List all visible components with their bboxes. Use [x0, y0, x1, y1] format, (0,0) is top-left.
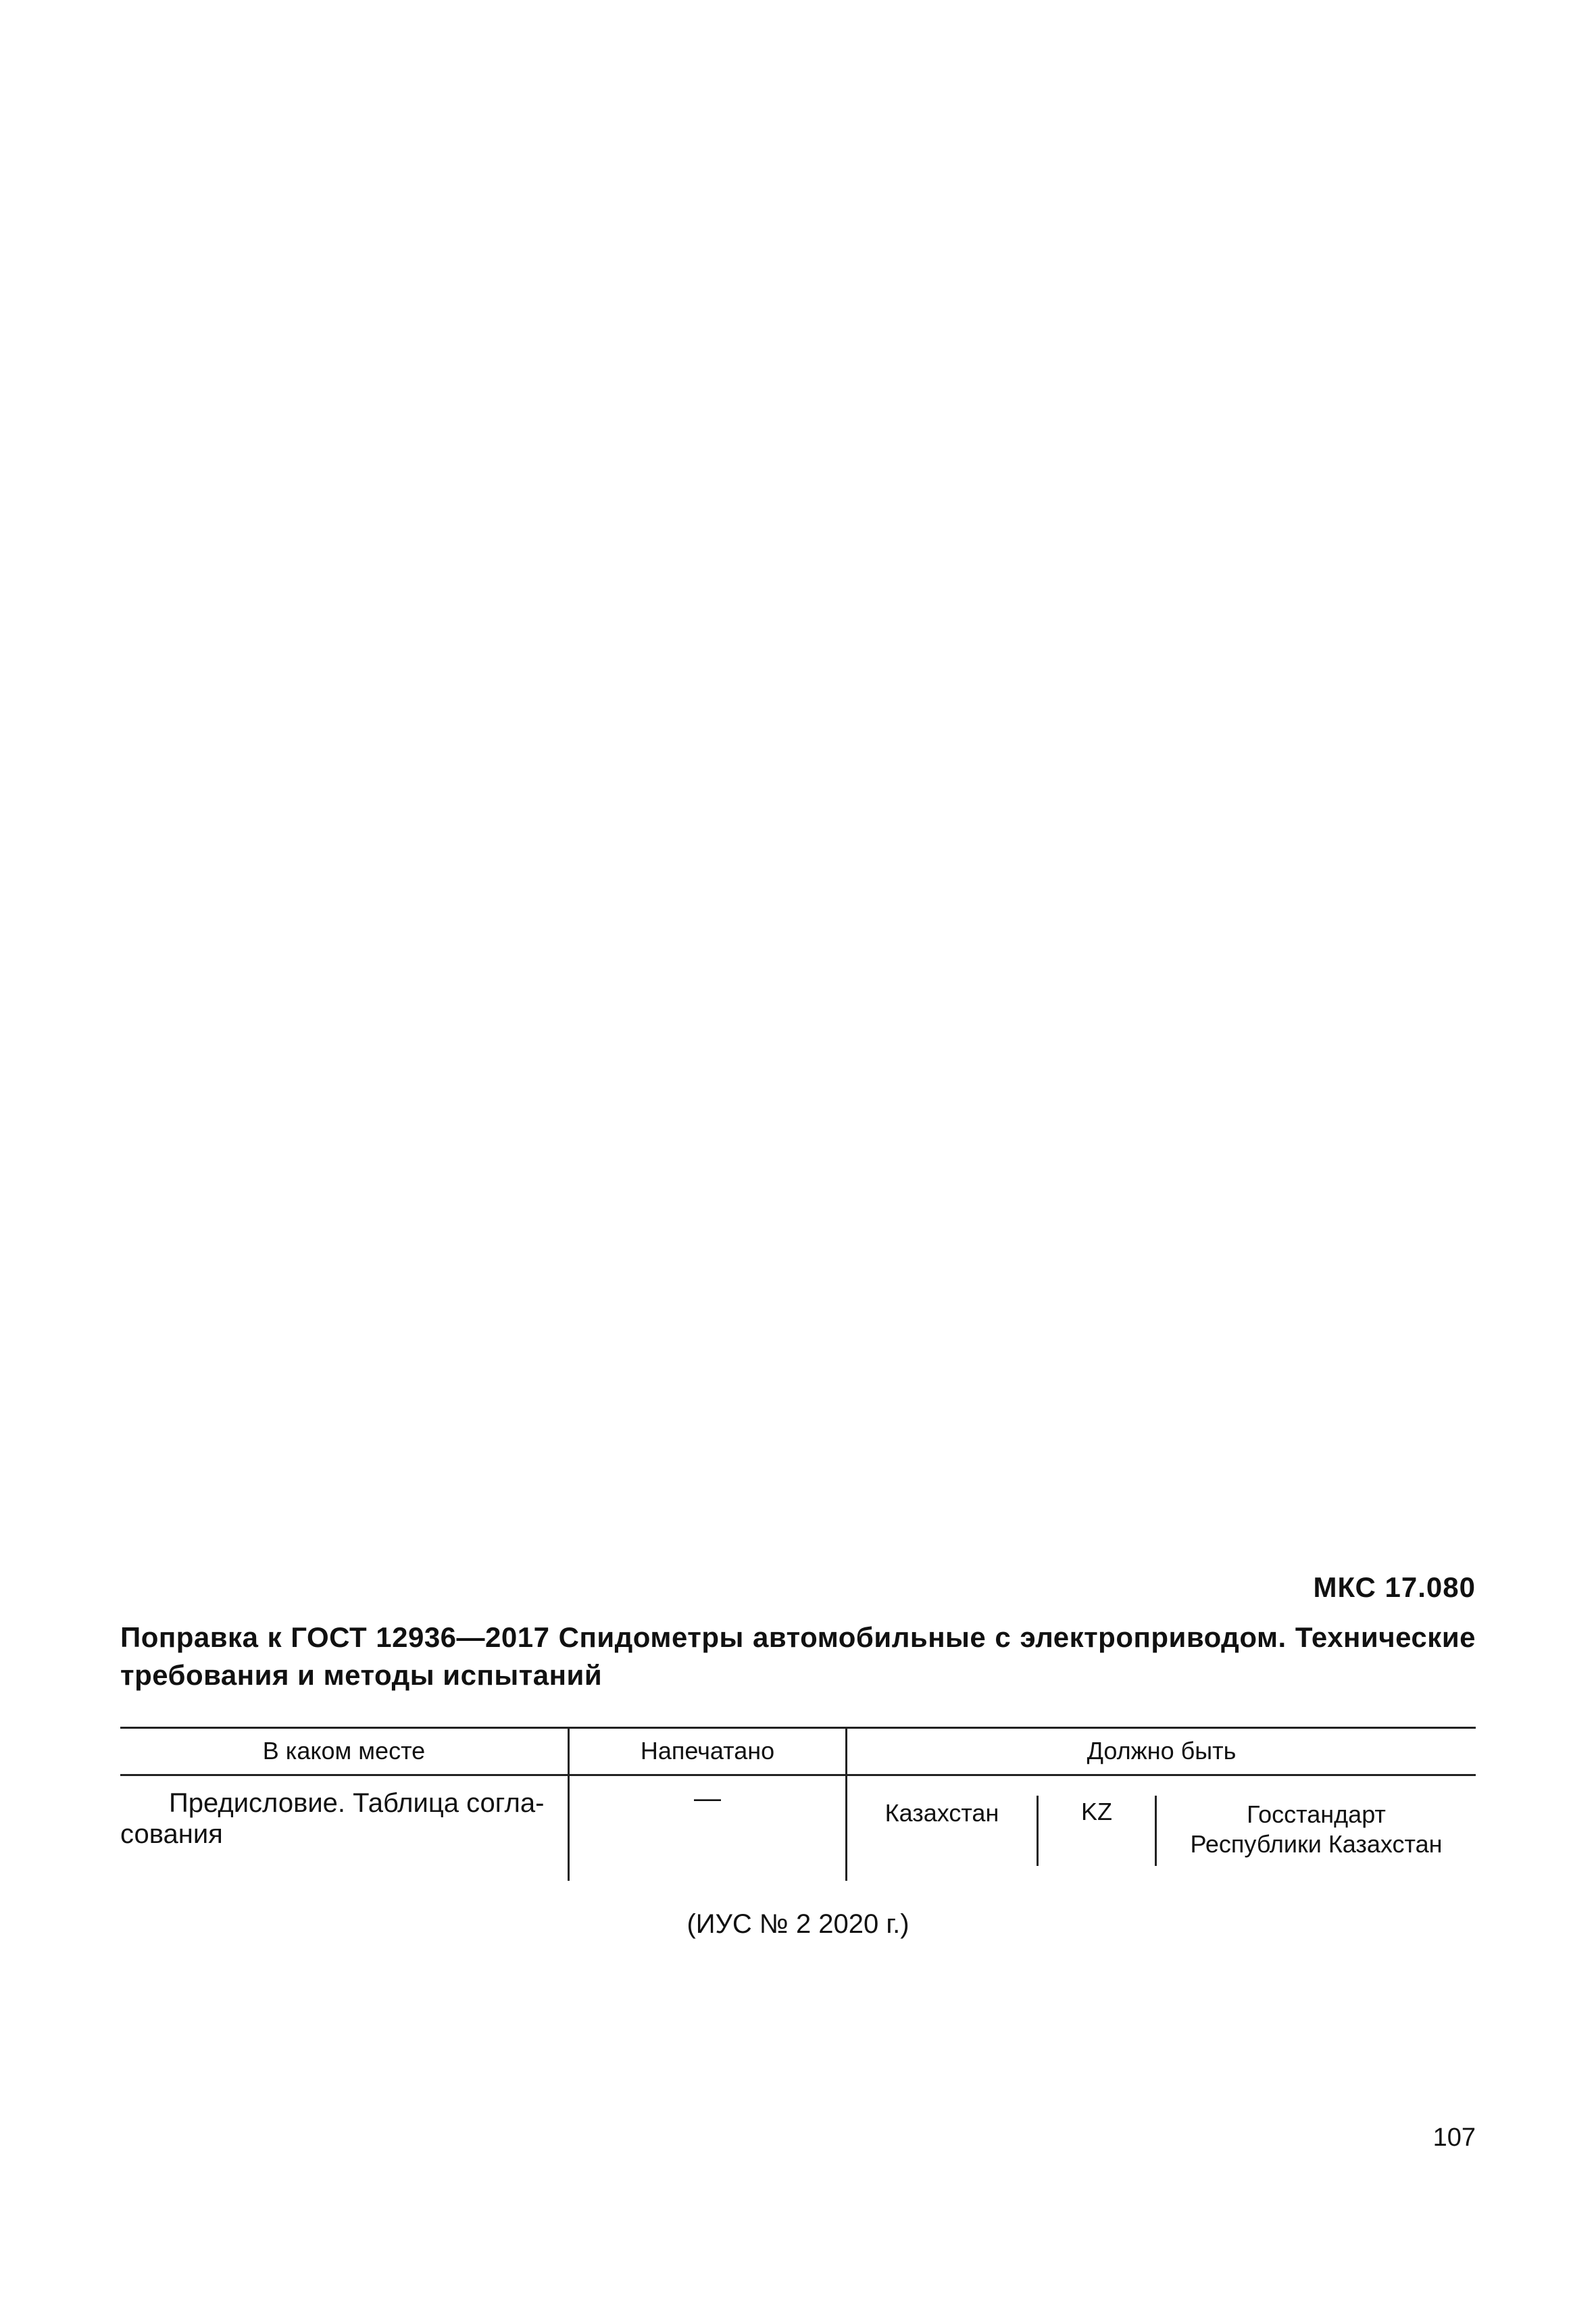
- row-code: KZ: [1080, 1798, 1112, 1825]
- row-body-line2: Республики Казахстан: [1190, 1830, 1443, 1858]
- header-should-be: Должно быть: [1087, 1737, 1237, 1765]
- row-where-line1: Предисловие. Таблица согла-: [169, 1788, 545, 1818]
- mks-code: МКС 17.080: [1313, 1571, 1476, 1603]
- amendment-table: [120, 1727, 1476, 1881]
- header-printed: Напечатано: [640, 1737, 775, 1765]
- header-where: В каком месте: [262, 1737, 426, 1765]
- table-header-rule: [120, 1774, 1476, 1776]
- row-body-line1: Госстандарт: [1247, 1800, 1386, 1828]
- ius-reference: (ИУС № 2 2020 г.): [687, 1909, 909, 1939]
- row-country: Казахстан: [884, 1799, 999, 1827]
- row-printed: —: [694, 1783, 721, 1813]
- row-where-line2: сования: [120, 1819, 223, 1849]
- row-where: [120, 1788, 559, 1850]
- amendment-title: Поправка к ГОСТ 12936—2017 Спидометры автомобильные с электроприводом. Технические требования и методы испытаний: [120, 1621, 1476, 1691]
- row-body: [1157, 1800, 1476, 1859]
- table-top-rule: [120, 1727, 1476, 1729]
- page-number: 107: [1432, 2123, 1476, 2152]
